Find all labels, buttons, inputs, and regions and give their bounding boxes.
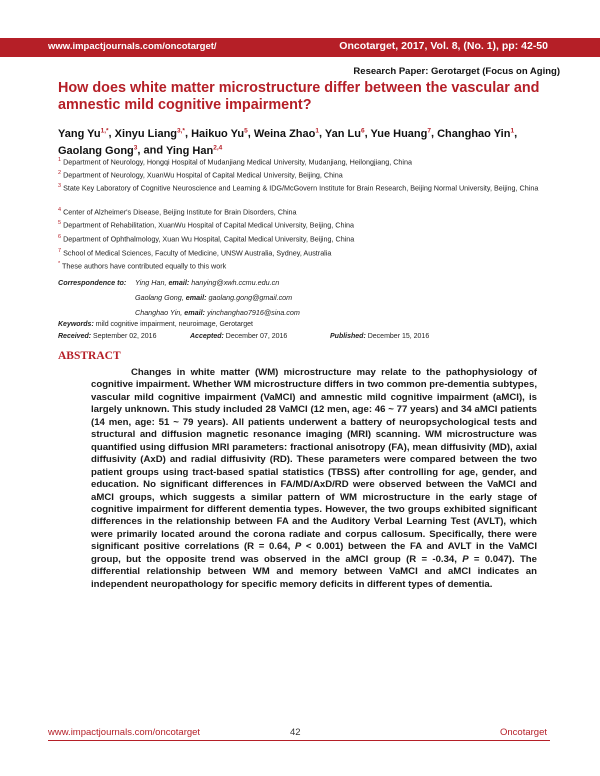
footer-divider	[48, 740, 550, 741]
affiliation-num: 1	[58, 157, 62, 163]
affiliation-num: 7	[58, 248, 62, 254]
affiliation-text: These authors have contributed equally to this work	[62, 261, 227, 271]
keywords-label: Keywords:	[58, 321, 94, 328]
author	[58, 128, 109, 140]
footer-journal: Oncotarget	[500, 727, 547, 738]
abstract-segment: P	[462, 553, 469, 565]
abstract-segment: P	[294, 541, 302, 553]
published-date: December 15, 2016	[367, 333, 430, 340]
author	[325, 128, 365, 140]
abstract-segment: = 0.047). The differential relationship between WM and memory between VaMCI and aMCI indicates an independent neuropathology for specific memory deficits in different types of dementia.	[91, 553, 537, 590]
keywords-text: mild cognitive impairment, neuroimage, Gerotarget	[95, 321, 253, 328]
affiliation-text: State Key Laboratory of Cognitive Neuroscience and Learning & IDG/McGovern Institute for Brain Research, Beijing Normal University, Beijing, China	[63, 183, 539, 193]
affiliation-num: 4	[58, 207, 62, 213]
accepted-label: Accepted:	[190, 333, 224, 340]
affiliation-equal	[58, 259, 558, 271]
affiliation-5	[58, 218, 558, 230]
correspondent-name: Ying Han,	[135, 278, 167, 287]
abstract-segment: Changes in white matter (WM) microstructure may relate to the pathophysiology of cognitive impairment. Whether WM microstructure differs in two common pre-dementia subtypes, vascular mild cognitive impairment (VaMCI) and amnestic mild cognitive impairment (aMCI), is largely unknown. This study included 28 VaMCI (12 men, age: 46 ~ 77 years) and 34 aMCI patients (14 men, age: 51 ~ 79 years). All patients underwent a battery of neuropsychological tests and structural and diffusion magnetic resonance imaging (MRI) scanning. WM microstructure was quantified using diffusion MRI parameters: fractional anisotropy (FA), mean diffusivity (MD), axial diffusivity (AxD) and radial diffusivity (RD). These parameters were compared between the two patient groups using tract-based spatial statistics (TBSS) after controlling for age, gender, and education. No significant differences in FA/MD/AxD/RD were observed between the VaMCI and aMCI groups, which suggests a similar pattern of WM microstructure in the early stage of cognitive impairment for different dementia types. However, the two groups exhibited significant differences in the relationship between FA and the Auditory Verbal Learning Test (AVLT), which were primarily located around the corona radiate and corpus callosum. Specifically, there were significant positive correlations (R = 0.64,	[91, 367, 537, 553]
header-bar	[0, 38, 600, 57]
accepted-date: December 07, 2016	[225, 333, 288, 340]
author-name: Weina Zhao	[253, 127, 316, 140]
email-link[interactable]: yinchanghao7916@sina.com	[207, 308, 300, 317]
affiliation-text: Department of Ophthalmology, Xuan Wu Hospital, Capital Medical University, Beijing, China	[63, 234, 355, 244]
affiliation-text: Center of Alzheimer's Disease, Beijing Institute for Brain Disorders, China	[63, 207, 297, 217]
author-affiliation-ref: 7	[427, 127, 431, 134]
correspondence-entry-3	[135, 308, 300, 317]
date-accepted	[190, 333, 287, 340]
author	[254, 128, 319, 140]
author	[437, 128, 514, 140]
abstract-segment: < 0.001) between the FA and AVLT in the VaMCI group, but the opposite trend was observed in the aMCI group (R = -0.34,	[91, 541, 537, 565]
paper-title: How does white matter microstructure differ between the vascular and amnestic mild cognitive impairment?	[58, 80, 540, 113]
author-name: Changhao Yin	[437, 127, 511, 140]
author-affiliation-ref: 1,*	[100, 127, 109, 134]
correspondence-label	[58, 278, 126, 287]
author	[371, 128, 431, 140]
affiliation-num: *	[58, 261, 61, 267]
affiliation-6	[58, 232, 558, 244]
paper-type: Research Paper: Gerotarget (Focus on Aging)	[353, 66, 560, 77]
date-published	[330, 333, 429, 340]
author-affiliation-ref: 1	[315, 127, 319, 134]
keywords	[58, 321, 253, 328]
email-label: email:	[184, 308, 206, 317]
affiliation-4	[58, 205, 558, 217]
published-label: Published:	[330, 333, 366, 340]
affiliation-num: 6	[58, 234, 62, 240]
author-name: Yan Lu	[324, 127, 361, 140]
footer-url[interactable]: www.impactjournals.com/oncotarget	[48, 727, 201, 738]
affiliation-text: Department of Neurology, Hongqi Hospital of Mudanjiang Medical University, Mudanjiang, Heilongjiang, China	[63, 157, 412, 167]
email-label: email:	[168, 278, 190, 287]
affiliation-text: Department of Neurology, XuanWu Hospital of Capital Medical University, Beijing, China	[63, 170, 343, 180]
email-label: email:	[185, 293, 207, 302]
author-name: Yang Yu	[58, 127, 101, 140]
email-link[interactable]: hanying@xwh.ccmu.edu.cn	[191, 278, 280, 287]
author-affiliation-ref: 1	[510, 127, 515, 134]
affiliation-3	[58, 181, 558, 193]
author-name: Gaolang Gong	[58, 144, 134, 157]
author-affiliation-ref: 5	[244, 127, 248, 134]
author-name: Haikuo Yu	[191, 127, 245, 140]
correspondent-name: Changhao Yin,	[135, 308, 183, 317]
affiliation-text: School of Medical Sciences, Faculty of Medicine, UNSW Australia, Sydney, Australia	[63, 248, 332, 258]
affiliation-7	[58, 246, 558, 258]
header-journal-info: Oncotarget, 2017, Vol. 8, (No. 1), pp: 42-50	[339, 40, 548, 52]
affiliation-num: 3	[58, 183, 62, 189]
author	[191, 128, 248, 140]
author-name: Ying Han	[165, 144, 214, 157]
abstract-body	[91, 367, 537, 591]
received-label: Received:	[58, 333, 92, 340]
author-affiliation-ref: 2,4	[213, 144, 223, 152]
author-affiliation-ref: 3	[133, 144, 138, 152]
affiliation-num: 2	[58, 170, 62, 176]
author-affiliation-ref: 3,*	[177, 127, 185, 134]
affiliation-2	[58, 168, 558, 180]
correspondent-name: Gaolang Gong,	[135, 293, 184, 302]
author-affiliation-ref: 6	[360, 127, 365, 134]
affiliation-1	[58, 155, 558, 167]
email-link[interactable]: gaolang.gong@gmail.com	[208, 293, 293, 302]
date-received	[58, 333, 156, 340]
author-name: Xinyu Liang	[114, 127, 178, 140]
correspondence-entry-1	[135, 278, 279, 287]
header-url[interactable]: www.impactjournals.com/oncotarget/	[48, 41, 217, 52]
author	[115, 128, 185, 140]
correspondence-label-text: Correspondence to:	[58, 278, 127, 287]
received-date: September 02, 2016	[93, 333, 157, 340]
author-name: Yue Huang	[370, 127, 428, 140]
page-number: 42	[290, 727, 301, 738]
affiliation-text: Department of Rehabilitation, XuanWu Hospital of Capital Medical University, Beijing, China	[63, 220, 355, 230]
affiliation-num: 5	[58, 220, 62, 226]
abstract-heading: ABSTRACT	[58, 350, 121, 362]
correspondence-entry-2	[135, 293, 292, 302]
author-list: Yang $Yu^{1,*}$, Xinyu Liang$^{3,*}$, Haikuo Yu$^5$, Weina Zhao$^1$, Yan Lu$^6$, Yue Huang$^7$, Changhao Yin$^1$, Gaolang Gong$^3$, and Ying Han$^{2,4}$	[58, 127, 518, 157]
